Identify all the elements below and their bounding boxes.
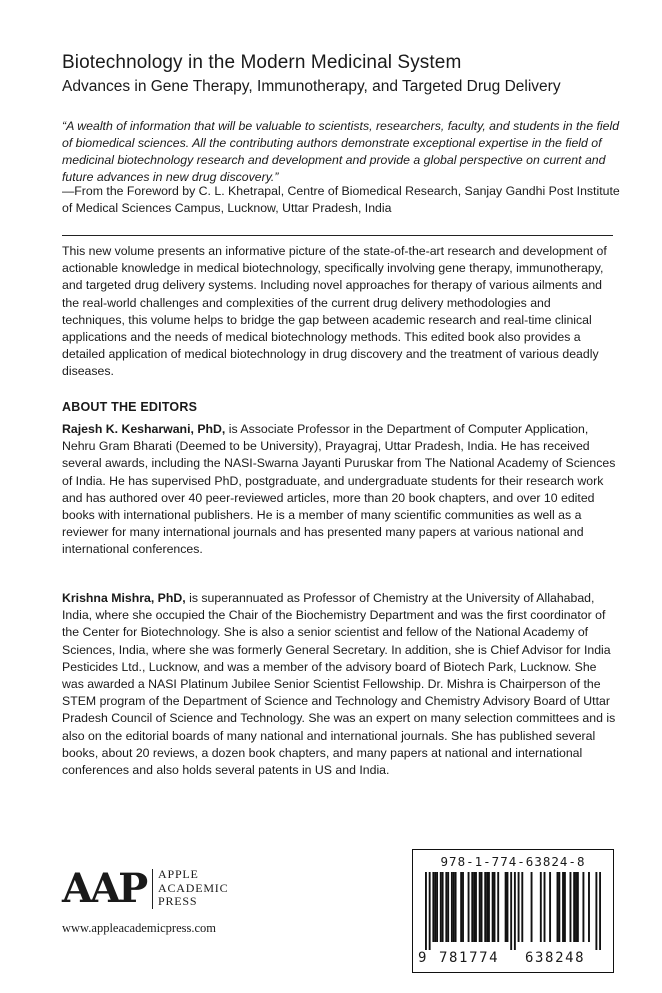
isbn-number: 978-1-774-63824-8 [440,854,586,869]
barcode-bar [540,872,542,942]
barcode-bar [425,872,427,950]
barcode-bar [462,872,464,942]
barcode-bar [575,872,577,942]
barcode-bar [588,872,590,942]
barcode-bar [436,872,438,942]
barcode-bar [510,872,512,950]
barcode-bar [549,872,551,942]
barcode-bar [558,872,560,942]
publisher-url: www.appleacademicpress.com [62,921,216,935]
publisher-name-line: PRESS [158,894,198,908]
barcode-bar [582,872,584,942]
barcode-bar [488,872,490,942]
barcode-bar [440,872,442,942]
barcode-bar [544,872,546,942]
barcode-bar [514,872,516,950]
editor-bio-text: is Associate Professor in the Department of Computer Application, Nehru Gram Bharati (Deemed to be University), Prayagraj, Uttar Pradesh, India. He has received several awards, including the NASI-Swarna Jayanti Puruskar from The National Academy of Sciences of India. He has supervised PhD, postgraduate, and undergraduate students for their research work and has authored over 40 peer-reviewed articles, more than 20 book chapters, and over 10 edited books with international publishers. He is a member of many scientific communities as well as a reviewer for many international journals and has presented many papers at various national and international conferences. [62,422,616,557]
barcode-lead-digit: 9 [418,950,427,966]
publisher-name-line: APPLE [158,867,199,881]
barcode-bars [425,872,601,950]
barcode-bar [570,872,572,942]
about-editors-heading: ABOUT THE EDITORS [62,400,198,414]
book-subtitle: Advances in Gene Therapy, Immunotherapy, and Targeted Drug Delivery [62,78,561,95]
book-title: Biotechnology in the Modern Medicinal System [62,52,462,73]
barcode-bar [460,872,462,942]
barcode-bar [471,872,473,942]
barcode-bar [564,872,566,942]
barcode-bar [484,872,486,942]
barcode-bar [497,872,499,942]
barcode-bar [599,872,601,950]
barcode-bar [481,872,483,942]
foreword-attribution: —From the Foreword by C. L. Khetrapal, Centre of Biomedical Research, Sanjay Gandhi Post Institute of Medical Sciences Campus, Lucknow, Uttar Pradesh, India [62,184,620,215]
barcode-bar [429,872,431,950]
barcode-bar [475,872,477,942]
barcode-bar [562,872,564,942]
barcode-bar [473,872,475,942]
barcode-bar [453,872,455,942]
editor-name: Rajesh K. Kesharwani, PhD, [62,422,226,436]
barcode-bar [507,872,509,942]
barcode-bar [505,872,507,942]
barcode-bar [447,872,449,942]
barcode-bar [455,872,457,942]
publisher-logo [62,865,262,915]
barcode-bar [442,872,444,942]
barcode-bar [531,872,533,942]
foreword-quote: “A wealth of information that will be valuable to scientists, researchers, faculty, and students in the field of biomedical sciences. All the contributing authors demonstrate exceptional expertise in the field of medicinal biotechnology research and development and provide a global perspective on current and future advances in new drug discovery.” [62,119,620,184]
barcode-bar [486,872,488,942]
publisher-logo-mark: AAP [62,865,146,912]
barcode-bar [494,872,496,942]
section-divider [62,235,613,236]
barcode-bar [479,872,481,942]
barcode-bar [521,872,523,942]
publisher-name [158,868,228,909]
book-description: This new volume presents an informative picture of the state-of-the-art research and development of actionable knowledge in medical biotechnology, specifically involving gene therapy, immunotherapy, and targeted drug delivery systems. Including novel approaches for therapy of various ailments and the real-world challenges and complexities of the current drug delivery methodologies and techniques, this volume helps to bridge the gap between academic research and real-time clinical applications and the needs of medical biotechnology methods. This edited book also provides a detailed application of medical biotechnology in drug discovery and the treatment of various deadly diseases. [62,244,607,379]
editor-name: Krishna Mishra, PhD, [62,591,186,605]
barcode-bar [573,872,575,942]
editor-bio-mishra [62,590,619,779]
logo-divider [152,869,153,909]
barcode-bar [432,872,434,942]
barcode-bar [434,872,436,942]
editor-bio-text: is superannuated as Professor of Chemistry at the University of Allahabad, India, where she occupied the Chair of the Biochemistry Department and was the first coordinator of the Center for Biotechnology. She is also a senior scientist and fellow of the National Academy of Sciences, India, where she was formerly General Secretary. In addition, she is Chief Advisor for India Pesticides Ltd., Lucknow, and was a member of the advisory board of Biotech Park, Lucknow. She was awarded a NASI Platinum Jubilee Senior Scientist Fellowship. Dr. Mishra is Chairperson of the STEM program of the Department of Science and Technology and Chemistry Advisory Board of Uttar Pradesh Council of Science and Technology. She was an expert on many selection committees and is also on the editorial boards of many national and international journals. She has published several books, about 20 reviews, a dozen book chapters, and many papers at national and international conferences and also holds several patents in US and India. [62,591,616,778]
barcode-bar [468,872,470,942]
editor-bio-kesharwani [62,421,619,559]
isbn-barcode [412,849,614,973]
barcode-digit-group: 781774 [439,950,500,966]
barcode-bar [445,872,447,942]
barcode-bar [577,872,579,942]
barcode-bar [595,872,597,950]
barcode-bar [518,872,520,942]
barcode-bar [492,872,494,942]
barcode-bar [451,872,453,942]
publisher-name-line: ACADEMIC [158,880,229,895]
barcode-bar [557,872,559,942]
barcode-digit-group: 638248 [525,950,586,966]
